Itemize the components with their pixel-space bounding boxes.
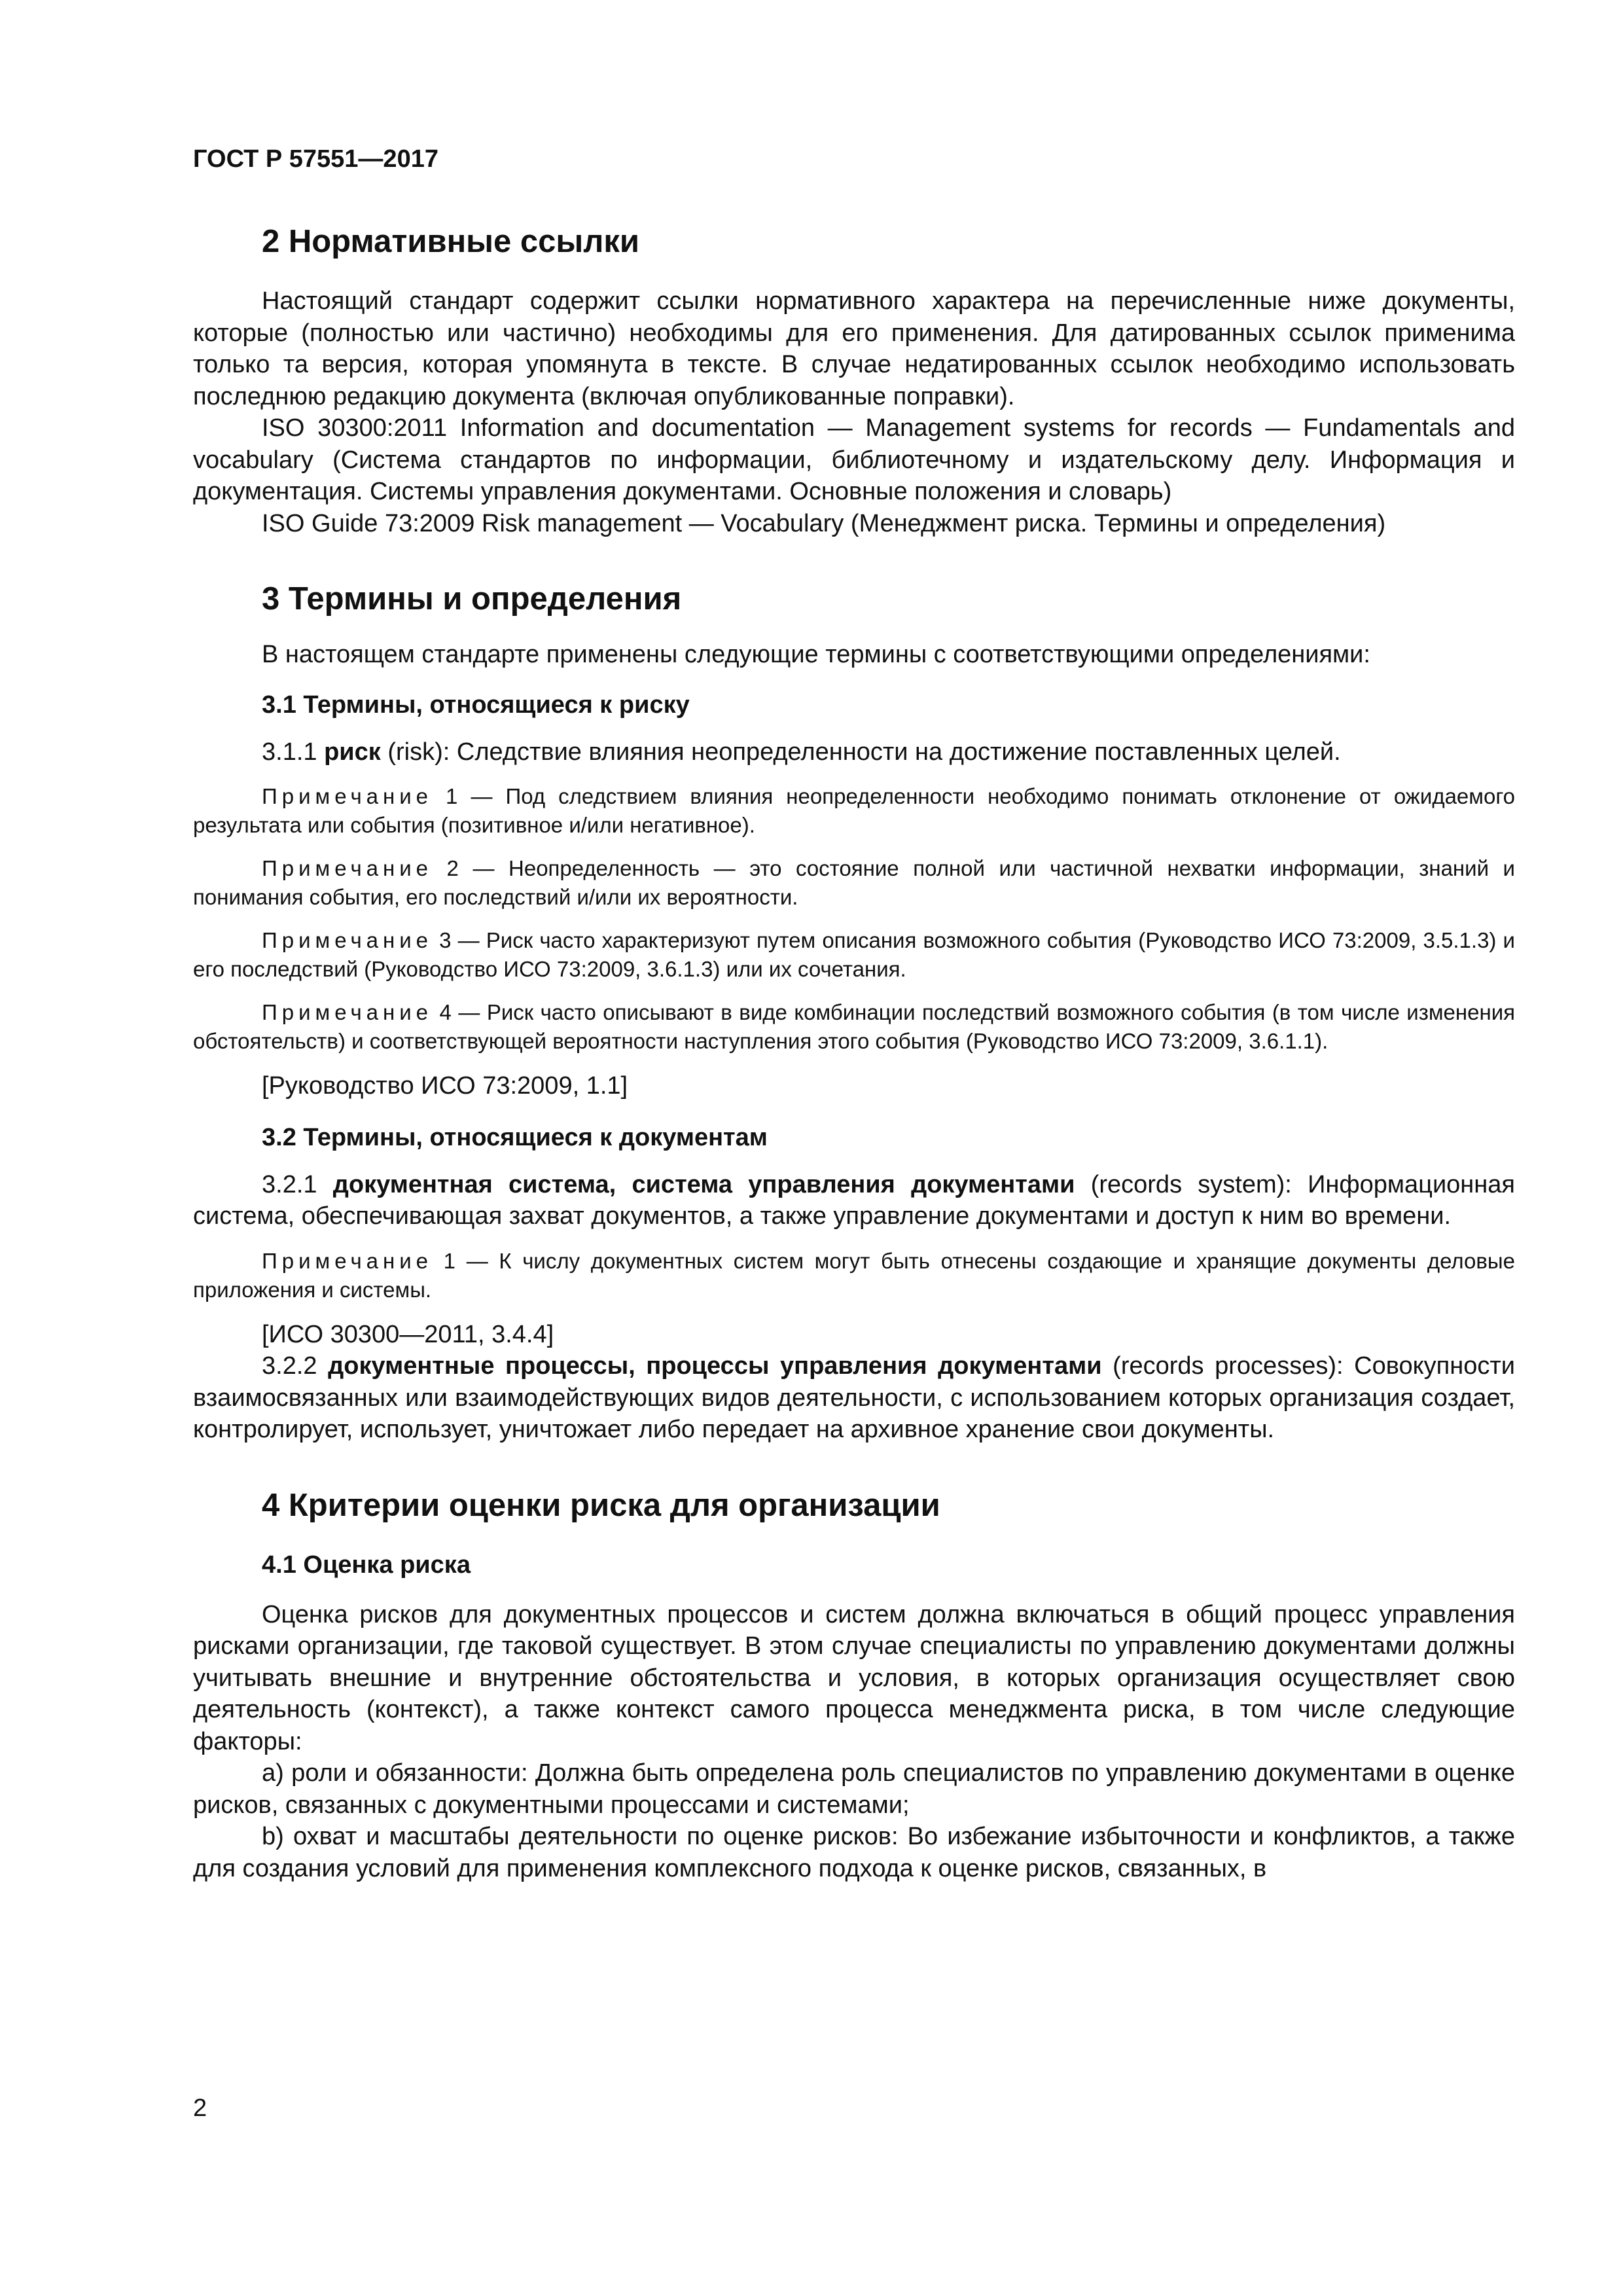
note-text: — Риск часто характеризуют путем описания возможного события (Руководство ИСО 73:2009, 3.5.1.3) и его последствий (Руководство ИСО 73:2009, 3.6.1.3) или их сочетания.: [193, 928, 1515, 981]
note-3-1-2: [193, 854, 1515, 912]
note-text: — Под следствием влияния неопределенности необходимо понимать отклонение от ожидаемого результата или события (позитивное и/или негативное).: [193, 784, 1515, 837]
subsection-3-1-heading: 3.1 Термины, относящиеся к риску: [262, 691, 690, 719]
note-number: 3: [433, 928, 452, 952]
section-4-heading: 4 Критерии оценки риска для организации: [262, 1487, 940, 1523]
section-2-heading: 2 Нормативные ссылки: [262, 224, 639, 259]
subsection-3-2-heading: 3.2 Термины, относящиеся к документам: [262, 1123, 768, 1151]
term-3-1-1: [193, 736, 1515, 768]
note-number: 2: [433, 856, 459, 880]
note-number: 1: [433, 1248, 456, 1273]
term-3-2-1: [193, 1169, 1515, 1232]
note-label: Примечание: [262, 1000, 433, 1024]
section-3-heading: 3 Термины и определения: [262, 581, 682, 617]
note-label: Примечание: [262, 784, 433, 808]
section-3-intro: В настоящем стандарте применены следующие термины с соответствующими определениями:: [262, 641, 1370, 668]
reference-iso-guide-73: ISO Guide 73:2009 Risk management — Vocabulary (Менеджмент риска. Термины и определения): [262, 509, 1386, 537]
note-3-1-3: [193, 926, 1515, 984]
term-name: документные процессы, процессы управления документами: [328, 1352, 1102, 1380]
source-reference-3-2: [ИСО 30300—2011, 3.4.4]: [262, 1320, 554, 1348]
term-name: документная система, система управления документами: [332, 1170, 1075, 1198]
note-number: 1: [433, 784, 458, 808]
page-number: 2: [193, 2094, 207, 2122]
reference-iso-30300: ISO 30300:2011 Information and documentation — Management systems for records — Fundamentals and vocabulary (Система стандартов по информации, библиотечному и издательскому делу. Информация и документация. Системы управления документами. Основные положения и словарь): [193, 414, 1515, 505]
note-text: — К числу документных систем могут быть отнесены создающие и хранящие документы деловые приложения и системы.: [193, 1248, 1515, 1302]
note-3-1-4: [193, 998, 1515, 1056]
term-number: 3.2.2: [262, 1352, 329, 1380]
note-3-1-1: [193, 782, 1515, 840]
source-reference-3-1: [Руководство ИСО 73:2009, 1.1]: [262, 1072, 628, 1100]
note-text: — Неопределенность — это состояние полной или частичной нехватки информации, знаний и понимания события, его последствий и/или их вероятности.: [193, 856, 1515, 909]
list-item-b: b) охват и масштабы деятельности по оценке рисков: Во избежание избыточности и конфликтов, а также для создания условий для применения комплексного подхода к оценке рисков, связанных, в: [193, 1823, 1515, 1882]
term-3-2-2: [193, 1350, 1515, 1446]
term-name: риск: [324, 738, 381, 766]
section-4-1-paragraph: Оценка рисков для документных процессов и систем должна включаться в общий процесс управления рисками организации, где таковой существует. В этом случае специалисты по управлению документами должны учитывать внешние и внутренние обстоятельства и условия, в которых организация осуществляет свою деятельность (контекст), а также контекст самого процесса менеджмента риска, в том числе следующие факторы:: [193, 1600, 1515, 1755]
note-label: Примечание: [262, 856, 433, 880]
note-number: 4: [433, 1000, 452, 1024]
document-id-header: ГОСТ Р 57551—2017: [193, 145, 438, 173]
list-item-a: a) роли и обязанности: Должна быть определена роль специалистов по управлению документами в оценке рисков, связанных с документными процессами и системами;: [193, 1759, 1515, 1819]
term-definition: (records system): Информационная система, обеспечивающая захват документов, а также управление документами и доступ к ним во времени.: [193, 1170, 1515, 1230]
note-text: — Риск часто описывают в виде комбинации последствий возможного события (в том числе изменения обстоятельств) и соответствующей вероятности наступления этого события (Руководство ИСО 73:2009, 3.6.1.1).: [193, 1000, 1515, 1053]
term-definition: (records processes): Совокупности взаимосвязанных или взаимодействующих видов деятельности, с использованием которых организация создает, контролирует, использует, уничтожает либо передает на архивное хранение свои документы.: [193, 1352, 1515, 1443]
term-number: 3.2.1: [262, 1170, 333, 1198]
section-2-paragraph: Настоящий стандарт содержит ссылки нормативного характера на перечисленные ниже документы, которые (полностью или частично) необходимы для его применения. Для датированных ссылок применима только та версия, которая упомянута в тексте. В случае недатированных ссылок необходимо использовать последнюю редакцию документа (включая опубликованные поправки).: [193, 287, 1515, 410]
note-label: Примечание: [262, 928, 433, 952]
note-3-2-1: [193, 1247, 1515, 1304]
note-label: Примечание: [262, 1248, 433, 1273]
term-number: 3.1.1: [262, 738, 325, 766]
term-definition: (risk): Следствие влияния неопределенности на достижение поставленных целей.: [380, 738, 1341, 766]
document-page: [193, 144, 1515, 1884]
subsection-4-1-heading: 4.1 Оценка риска: [262, 1551, 471, 1579]
